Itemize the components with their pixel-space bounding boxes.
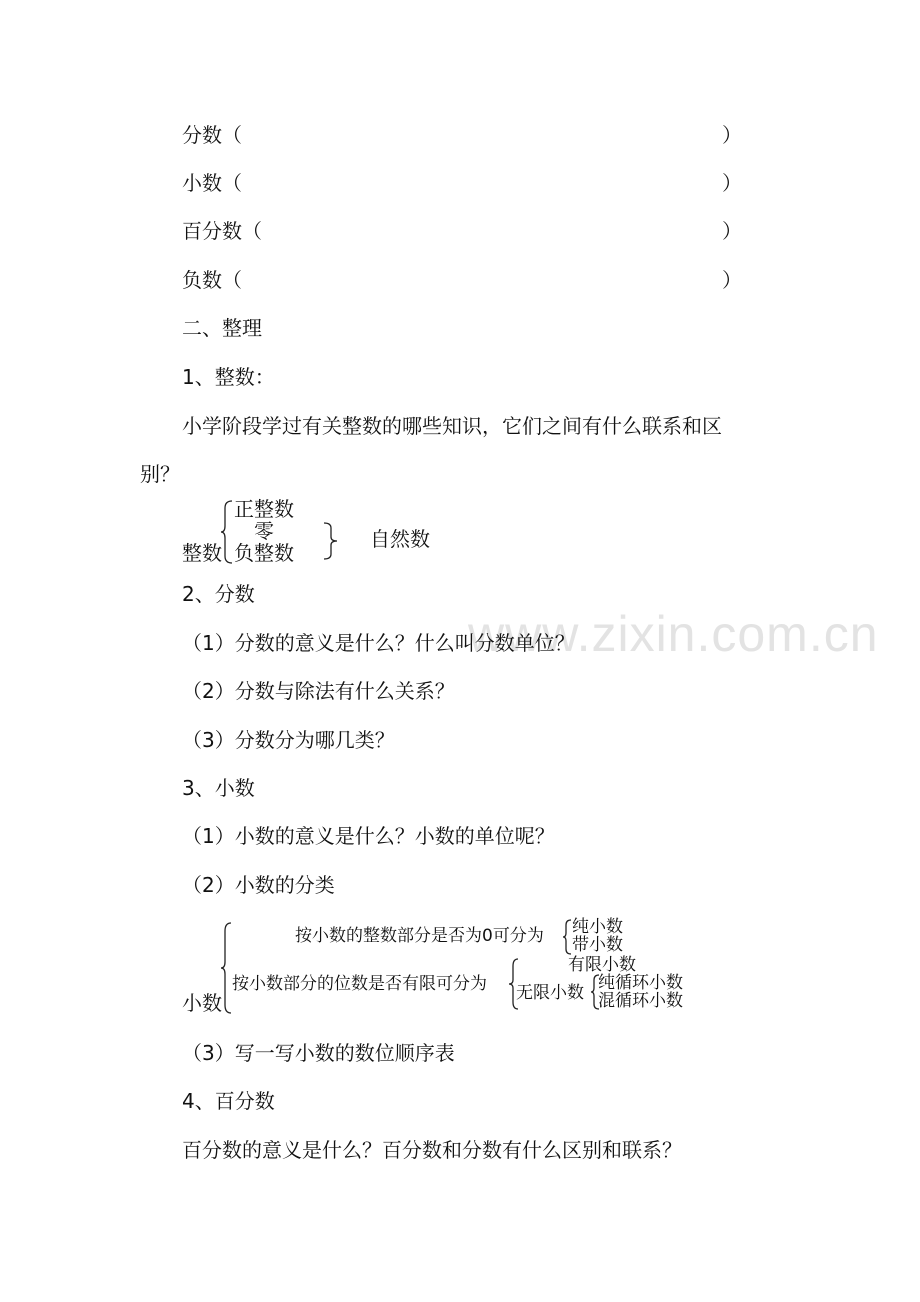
fraction-question-2: （2）分数与除法有什么关系？ [182,679,455,703]
percent-heading: 4、百分数 [182,1089,275,1113]
integer-question-line1: 小学阶段学过有关整数的哪些知识，它们之间有什么联系和区 [182,414,722,438]
decimal-question-1: （1）小数的意义是什么？小数的单位呢？ [182,824,555,848]
percent-question: 百分数的意义是什么？百分数和分数有什么区别和联系？ [182,1138,682,1162]
blank-percent-close: ） [722,219,742,243]
branch-integer-part-label: 按小数的整数部分是否为0可分为 [295,926,544,946]
integer-heading: 1、整数： [182,365,275,389]
blank-percent-label: 百分数（ [182,219,262,243]
blank-fraction-label: 分数（ [182,123,242,147]
fraction-question-3: （3）分数分为哪几类？ [182,728,395,752]
integer-question-line2: 别？ [140,462,180,486]
integer-item-positive: 正整数 [234,497,294,521]
blank-fraction-close: ） [722,123,742,147]
blank-negative-close: ） [722,268,742,292]
integer-diagram-root: 整数 [182,541,222,565]
natural-right-brace [322,522,340,560]
decimal-question-3: （3）写一写小数的数位顺序表 [182,1041,455,1065]
mixed-recurring-decimal-label: 混循环小数 [598,991,683,1011]
pure-recurring-decimal-label: 纯循环小数 [598,973,683,993]
integer-item-zero: 零 [254,519,274,543]
watermark: www.zixin.com.cn [468,606,879,662]
infinite-decimal-label: 无限小数 [516,983,584,1003]
blank-negative-label: 负数（ [182,268,242,292]
pure-decimal-label: 纯小数 [572,917,623,937]
section-heading: 二、整理 [182,316,262,340]
decimal-diagram-root: 小数 [182,991,222,1015]
branch1-brace [562,919,572,955]
fraction-question-1: （1）分数的意义是什么？什么叫分数单位？ [182,631,575,655]
fraction-heading: 2、分数 [182,582,255,606]
blank-decimal-close: ） [722,171,742,195]
decimal-left-brace [220,922,234,1014]
integer-item-negative: 负整数 [234,541,294,565]
blank-decimal-label: 小数（ [182,171,242,195]
mixed-decimal-label: 带小数 [572,935,623,955]
natural-number-label: 自然数 [370,527,430,551]
branch-fraction-digits-label: 按小数部分的位数是否有限可分为 [232,974,487,994]
decimal-question-2: （2）小数的分类 [182,873,335,897]
finite-decimal-label: 有限小数 [568,955,636,975]
decimal-heading: 3、小数 [182,776,255,800]
